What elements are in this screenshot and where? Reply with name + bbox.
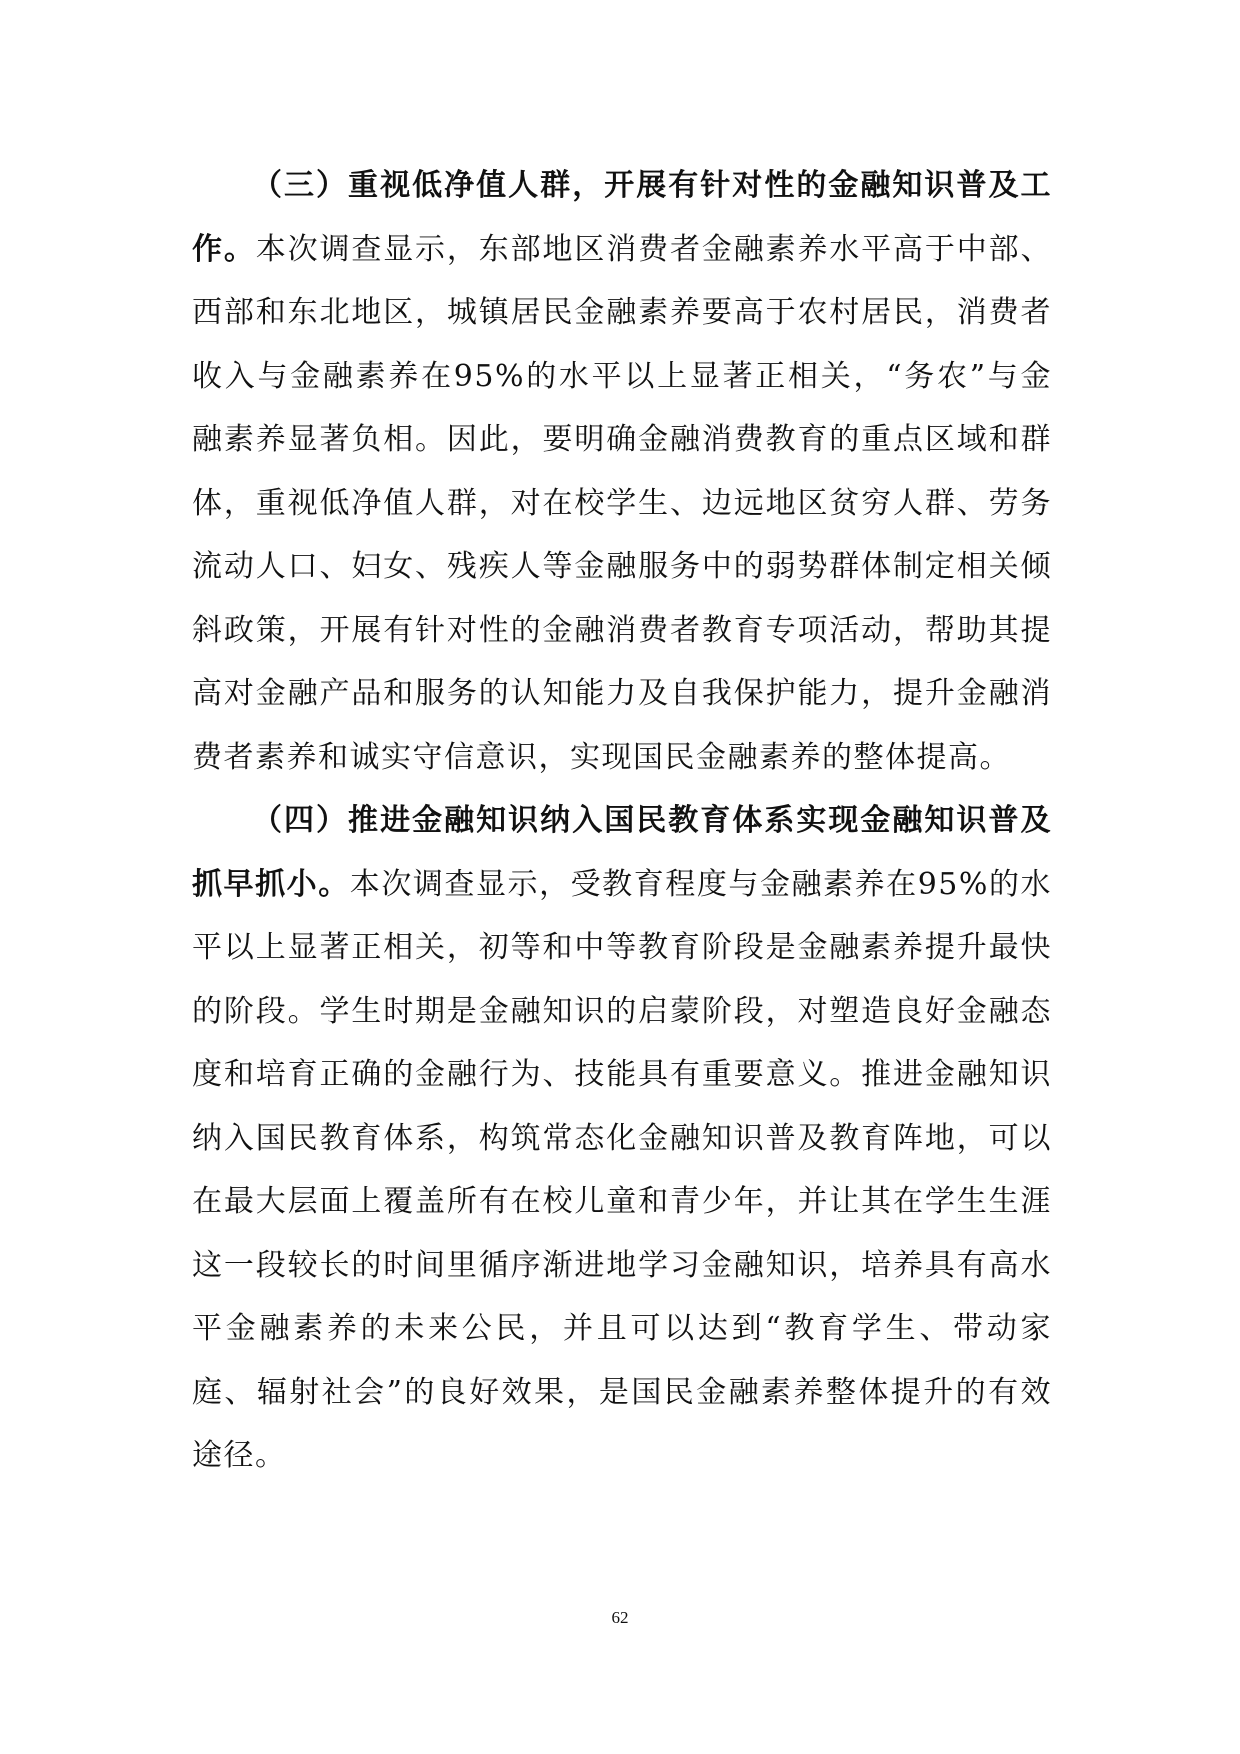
paragraph-section-3 [192,154,1052,789]
section-heading-3: （三）重视低净值人群，开展有针对性的金融知识普及工作。 [192,168,1052,267]
paragraph-text-3: 本次调查显示，东部地区消费者金融素养水平高于中部、西部和东北地区，城镇居民金融素养要高于农村居民，消费者收入与金融素养在95%的水平以上显著正相关，“务农”与金融素养显著负相。因此，要明确金融消费教育的重点区域和群体，重视低净值人群，对在校学生、边远地区贫穷人群、劳务流动人口、妇女、残疾人等金融服务中的弱势群体制定相关倾斜政策，开展有针对性的金融消费者教育专项活动，帮助其提高对金融产品和服务的认知能力及自我保护能力，提升金融消费者素养和诚实守信意识，实现国民金融素养的整体提高。 [192,231,1053,775]
page-number: 62 [611,1608,629,1627]
paragraph-section-4 [192,789,1052,1488]
section-heading-4: （四）推进金融知识纳入国民教育体系实现金融知识普及抓早抓小。 [192,803,1052,902]
paragraph-text-4: 本次调查显示，受教育程度与金融素养在95%的水平以上显著正相关，初等和中等教育阶段是金融素养提升最快的阶段。学生时期是金融知识的启蒙阶段，对塑造良好金融态度和培育正确的金融行为、技能具有重要意义。推进金融知识纳入国民教育体系，构筑常态化金融知识普及教育阵地，可以在最大层面上覆盖所有在校儿童和青少年，并让其在学生生涯这一段较长的时间里循序渐进地学习金融知识，培养具有高水平金融素养的未来公民，并且可以达到“教育学生、带动家庭、辐射社会”的良好效果，是国民金融素养整体提升的有效途径。 [192,866,1052,1473]
page-body [192,154,1052,1488]
